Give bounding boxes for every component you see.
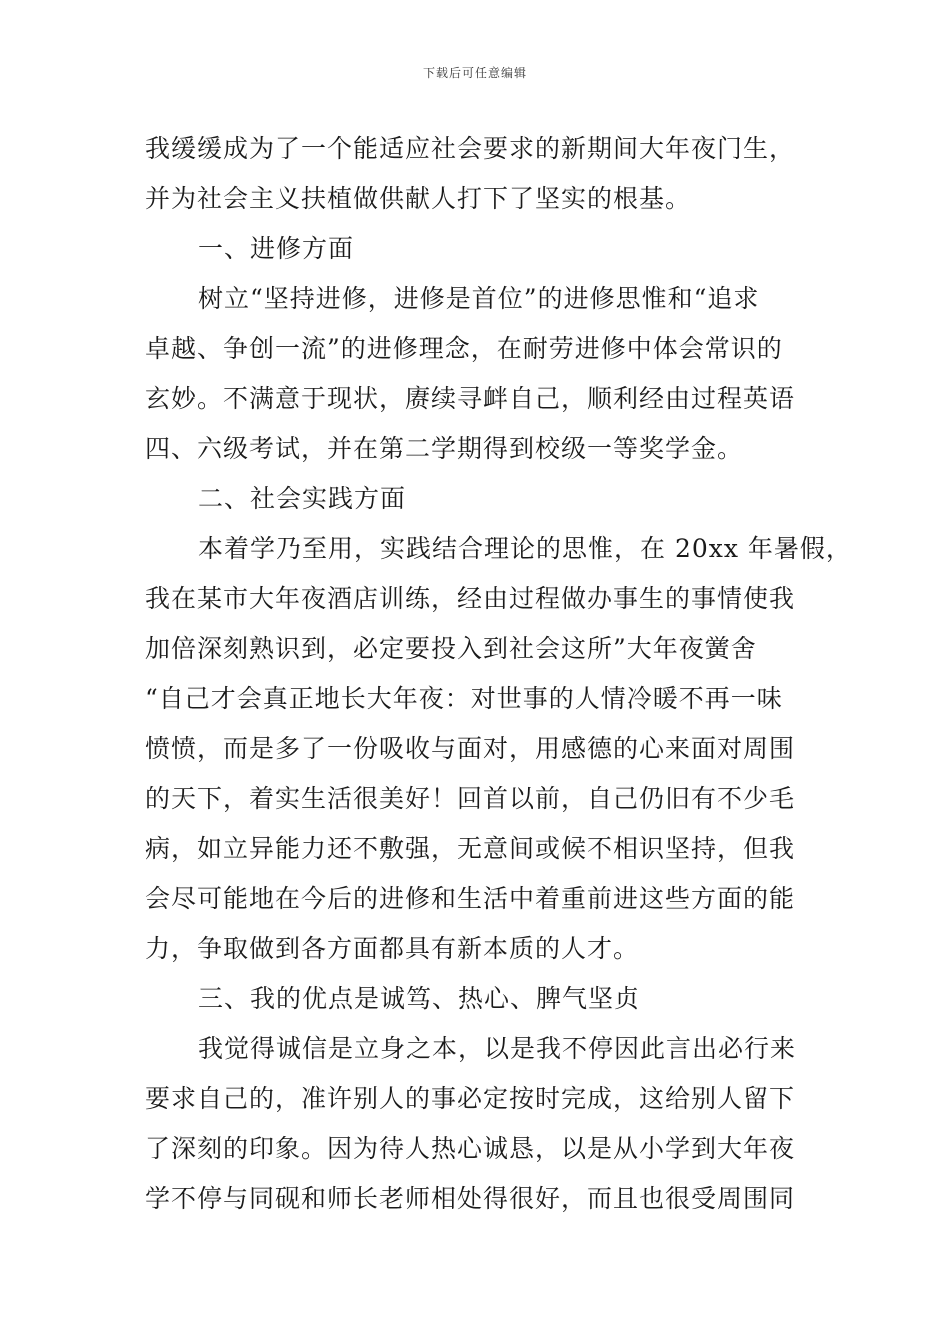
document-body (145, 124, 852, 1224)
body-line: 本着学乃至用，实践结合理论的思惟，在 20xx 年暑假， (198, 534, 852, 563)
body-line: 树立“坚持进修，进修是首位”的进修思惟和“追求 (198, 284, 760, 313)
body-line: 玄妙。不满意于现状，赓续寻衅自己，顺利经由过程英语 (145, 384, 796, 413)
body-line: 病，如立异能力还不敷强，无意间或候不相识坚持，但我 (145, 834, 796, 863)
body-line: 我在某市大年夜酒店训练，经由过程做办事生的事情使我 (145, 584, 796, 613)
body-line: 愤愤，而是多了一份吸收与面对，用感德的心来面对周围 (145, 734, 796, 763)
body-line: 力，争取做到各方面都具有新本质的人才。 (145, 934, 640, 963)
page-header: 下载后可任意编辑 (422, 66, 527, 80)
body-line: 并为社会主义扶植做供献人打下了坚实的根基。 (145, 184, 692, 213)
body-line: 会尽可能地在今后的进修和生活中着重前进这些方面的能 (145, 884, 796, 913)
section-heading: 二、社会实践方面 (198, 484, 407, 513)
body-line: 要求自己的，准许别人的事必定按时完成，这给别人留下 (145, 1084, 796, 1113)
body-line: 了深刻的印象。因为待人热心诚恳，以是从小学到大年夜 (145, 1134, 796, 1163)
body-line: 卓越、争创一流”的进修理念，在耐劳进修中体会常识的 (145, 334, 783, 363)
section-heading: 三、我的优点是诚笃、热心、脾气坚贞 (198, 984, 641, 1013)
body-line: 加倍深刻熟识到，必定要投入到社会这所”大年夜黉舍 (145, 634, 757, 663)
section-heading: 一、进修方面 (198, 234, 355, 263)
body-line: 学不停与同砚和师长老师相处得很好，而且也很受周围同 (145, 1184, 796, 1213)
body-line: 我缓缓成为了一个能适应社会要求的新期间大年夜门生， (145, 134, 796, 163)
body-line: 四、六级考试，并在第二学期得到校级一等奖学金。 (145, 434, 744, 463)
body-line: 的天下，着实生活很美好！回首以前，自己仍旧有不少毛 (145, 784, 796, 813)
body-line: 我觉得诚信是立身之本，以是我不停因此言出必行来 (198, 1034, 797, 1063)
body-line: “自己才会真正地长大年夜：对世事的人情冷暖不再一味 (145, 684, 783, 713)
